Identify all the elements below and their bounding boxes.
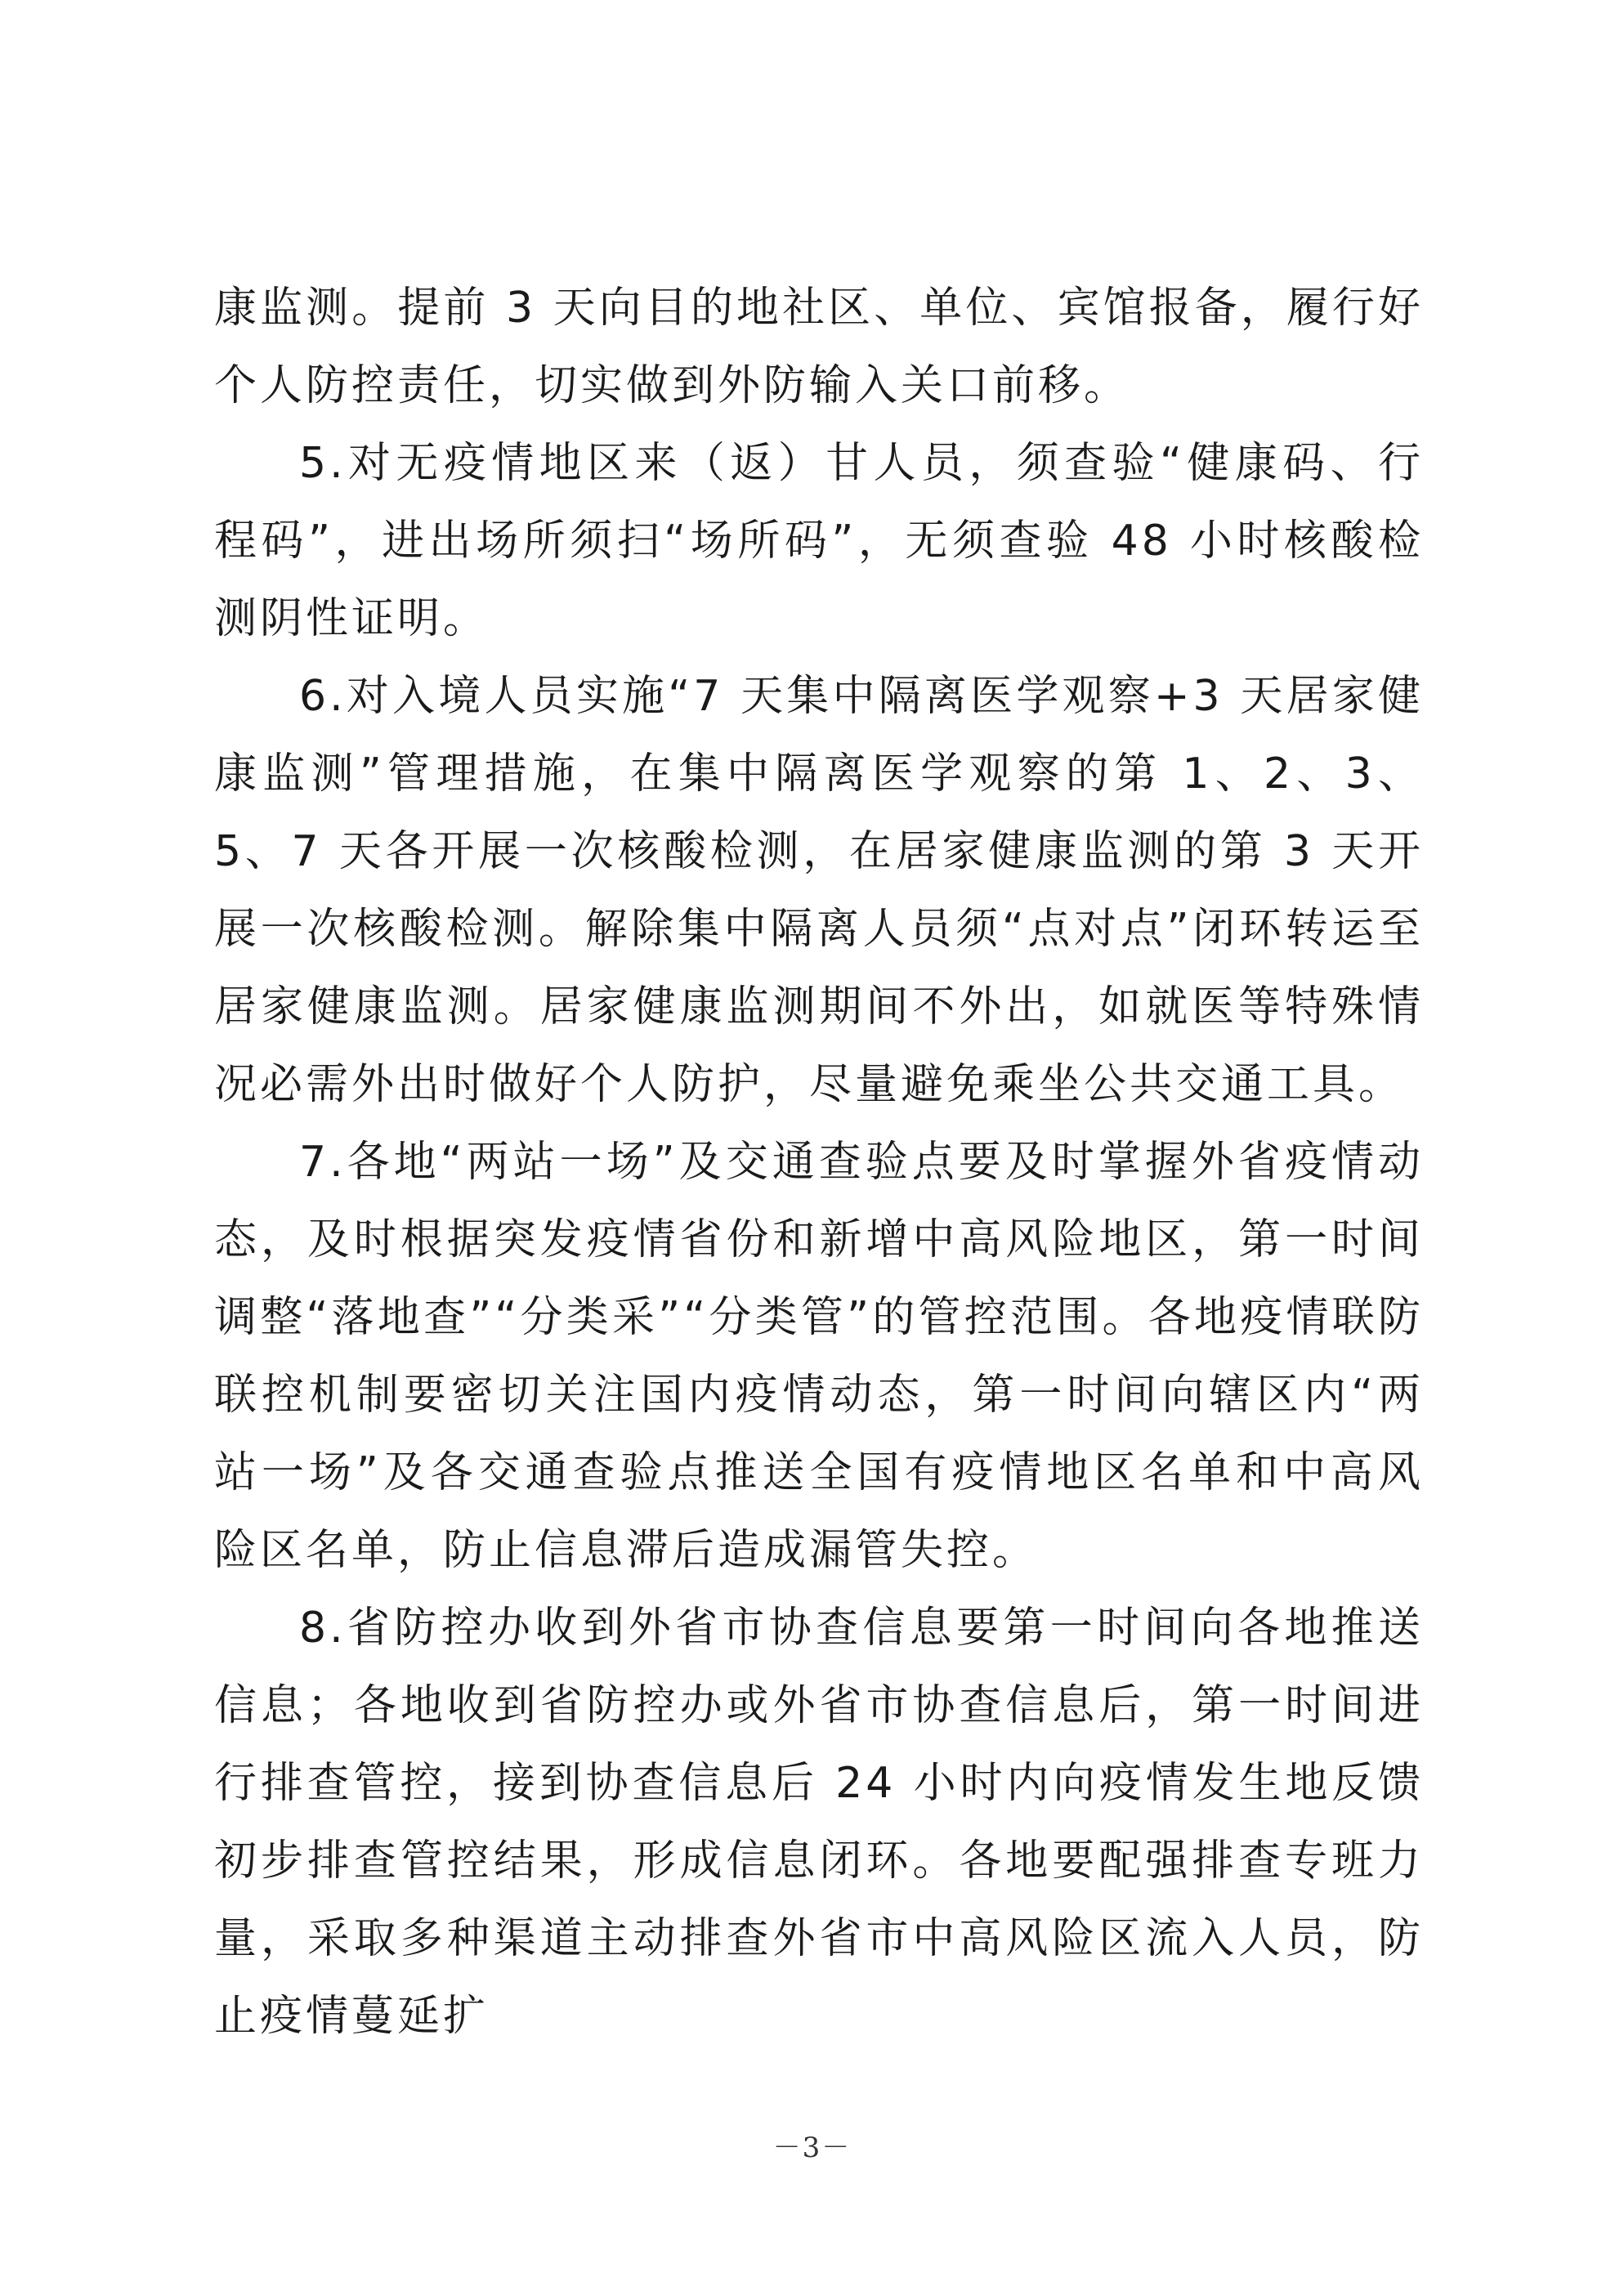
paragraph-continuation: 康监测。提前 3 天向目的地社区、单位、宾馆报备，履行好个人防控责任，切实做到外防输入关口前移。	[214, 284, 1424, 410]
page-number: －3－	[772, 2132, 852, 2164]
paragraph-item-5: 5.对无疫情地区来（返）甘人员，须查验“健康码、行程码”，进出场所须扫“场所码”，无须查验 48 小时核酸检测阴性证明。	[214, 439, 1424, 643]
paragraph-item-7: 7.各地“两站一场”及交通查验点要及时掌握外省疫情动态，及时根据突发疫情省份和新增中高风险地区，第一时间调整“落地查”“分类采”“分类管”的管控范围。各地疫情联防联控机制要密切关注国内疫情动态，第一时间向辖区内“两站一场”及各交通查验点推送全国有疫情地区名单和中高风险区名单，防止信息滞后造成漏管失控。	[214, 1138, 1424, 1575]
paragraph-item-8: 8.省防控办收到外省市协查信息要第一时间向各地推送信息；各地收到省防控办或外省市协查信息后，第一时间进行排查管控，接到协查信息后 24 小时内向疫情发生地反馈初步排查管控结果，形成信息闭环。各地要配强排查专班力量，采取多种渠道主动排查外省市中高风险区流入人员，防止疫情蔓延扩	[214, 1604, 1424, 2041]
body-text	[214, 270, 1424, 2056]
paragraph-item-6: 6.对入境人员实施“7 天集中隔离医学观察+3 天居家健康监测”管理措施，在集中隔离医学观察的第 1、2、3、5、7 天各开展一次核酸检测，在居家健康监测的第 3 天开展一次核酸检测。解除集中隔离人员须“点对点”闭环转运至居家健康监测。居家健康监测期间不外出，如就医等特殊情况必需外出时做好个人防护，尽量避免乘坐公共交通工具。	[214, 672, 1424, 1109]
